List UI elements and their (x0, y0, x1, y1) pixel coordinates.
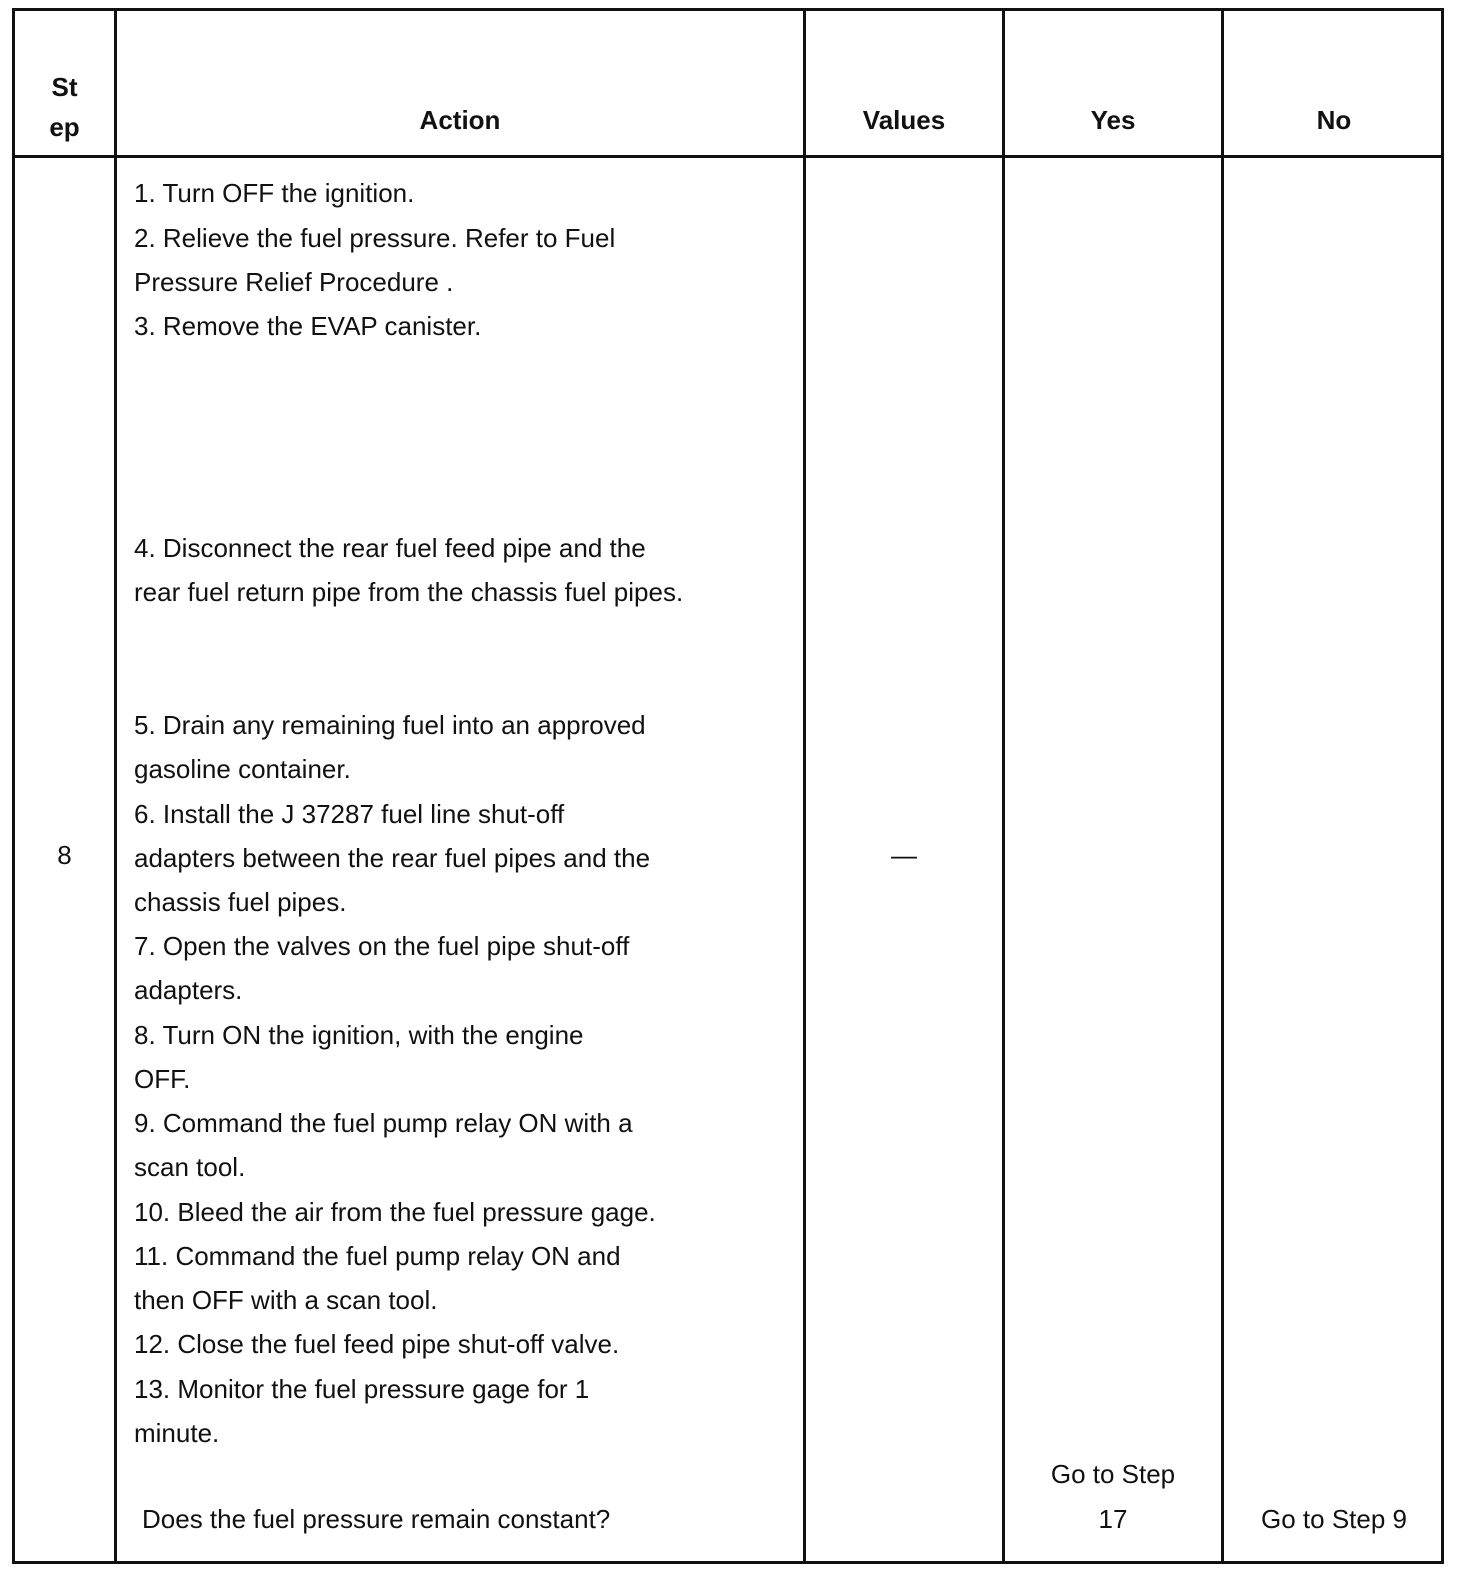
action-line: scan tool. (134, 1152, 246, 1182)
action-line: 11. Command the fuel pump relay ON and (134, 1241, 621, 1271)
action-line: adapters. (134, 975, 243, 1005)
no-cell: Go to Step 9 (1261, 1504, 1407, 1534)
action-line: 6. Install the J 37287 fuel line shut-off (134, 799, 565, 829)
header-values: Values (862, 105, 946, 135)
action-line: 13. Monitor the fuel pressure gage for 1 (134, 1374, 590, 1404)
yes-cell-line1: Go to Step (1050, 1459, 1176, 1489)
action-line: rear fuel return pipe from the chassis fuel pipes. (134, 577, 684, 607)
column-divider (1221, 11, 1224, 1561)
action-line: 5. Drain any remaining fuel into an approved (134, 710, 646, 740)
action-line: 7. Open the valves on the fuel pipe shut-off (134, 931, 630, 961)
action-line: 4. Disconnect the rear fuel feed pipe and the (134, 533, 646, 563)
action-line: 10. Bleed the air from the fuel pressure gage. (134, 1197, 656, 1227)
column-divider (114, 11, 117, 1561)
diagnostic-table (12, 8, 1444, 1564)
action-line: chassis fuel pipes. (134, 887, 347, 917)
header-divider (15, 155, 1441, 158)
column-divider (803, 11, 806, 1561)
action-line: 2. Relieve the fuel pressure. Refer to Fuel (134, 223, 616, 253)
step-number: 8 (57, 840, 72, 870)
action-line: adapters between the rear fuel pipes and the (134, 843, 651, 873)
action-line: Pressure Relief Procedure . (134, 267, 454, 297)
action-line: 8. Turn ON the ignition, with the engine (134, 1020, 584, 1050)
header-action: Action (419, 105, 501, 135)
values-cell: — (891, 840, 917, 870)
action-line: 12. Close the fuel feed pipe shut-off valve. (134, 1329, 620, 1359)
action-line: then OFF with a scan tool. (134, 1285, 438, 1315)
header-no: No (1316, 105, 1352, 135)
action-question: Does the fuel pressure remain constant? (142, 1504, 611, 1534)
action-line: 1. Turn OFF the ignition. (134, 178, 415, 208)
yes-cell-line2: 17 (1098, 1504, 1128, 1534)
column-divider (1002, 11, 1005, 1561)
action-line: 9. Command the fuel pump relay ON with a (134, 1108, 633, 1138)
action-line: 3. Remove the EVAP canister. (134, 311, 482, 341)
header-yes: Yes (1090, 105, 1136, 135)
header-step: St ep (49, 72, 80, 142)
action-line: minute. (134, 1418, 220, 1448)
action-line: OFF. (134, 1064, 191, 1094)
action-line: gasoline container. (134, 754, 351, 784)
